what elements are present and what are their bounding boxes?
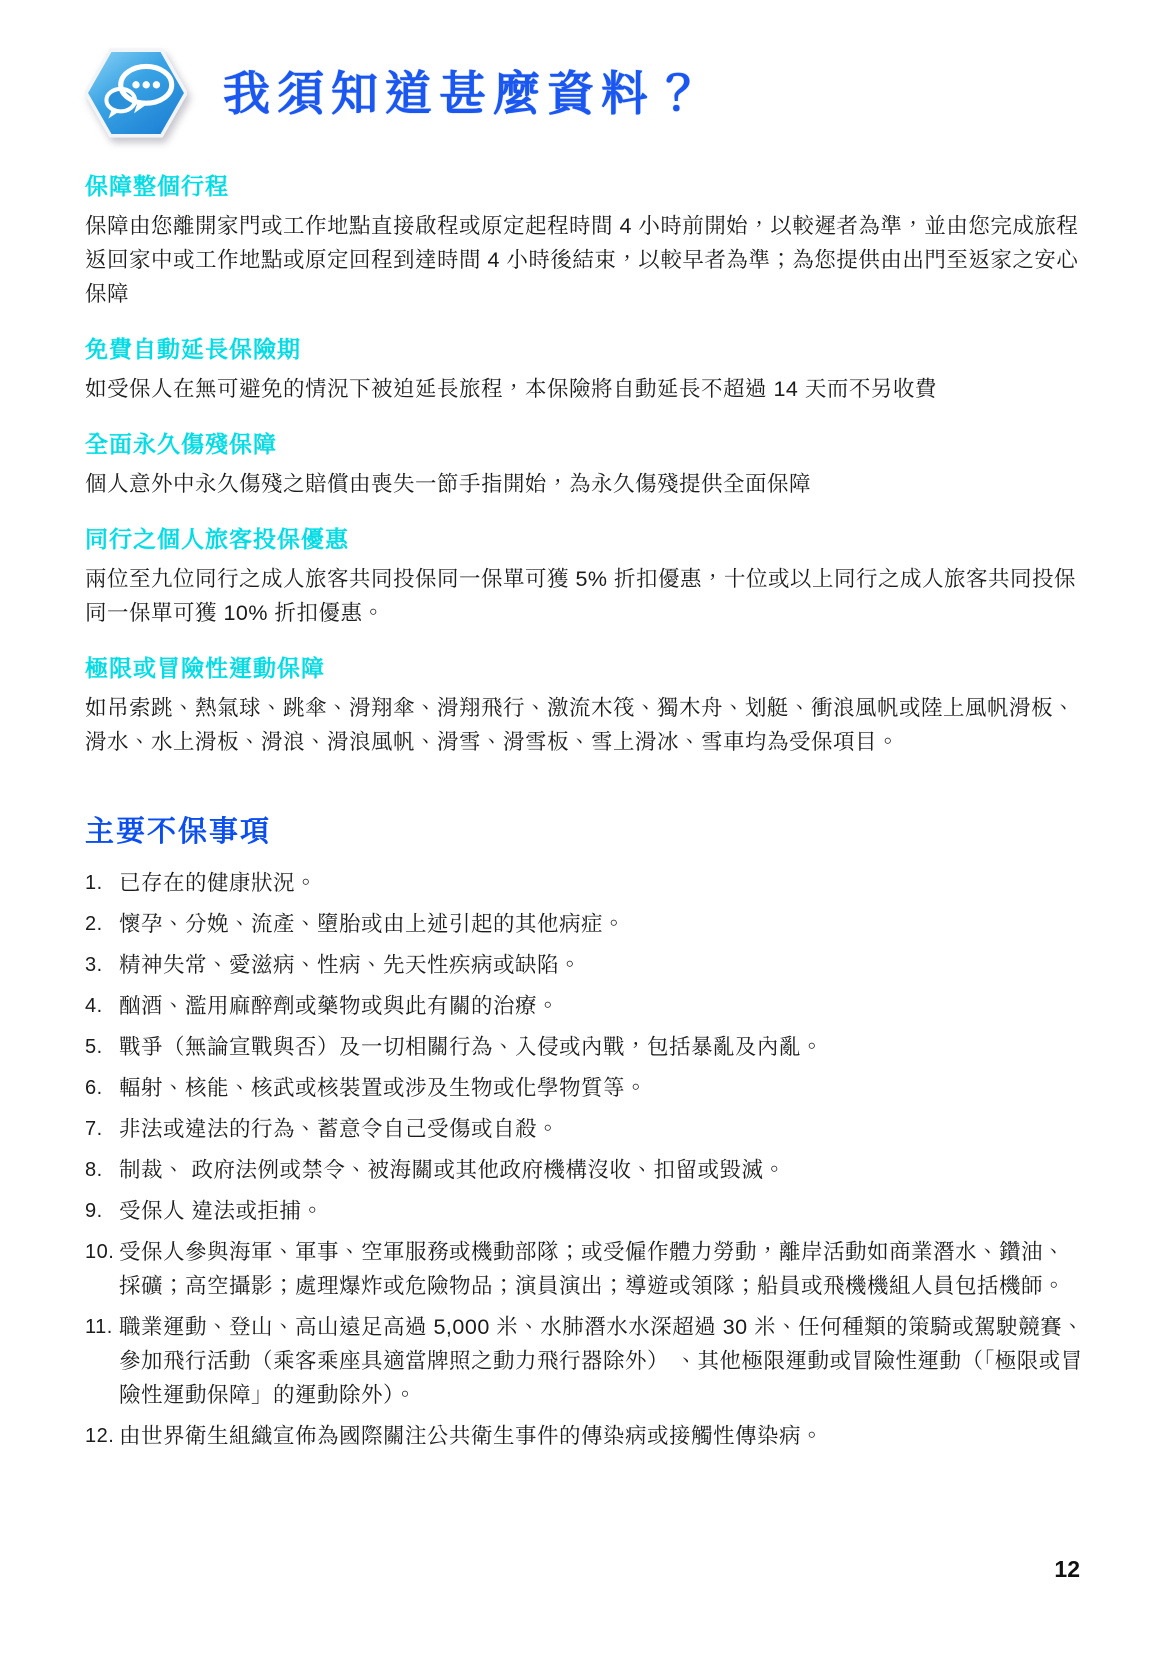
- benefit-section: [85, 650, 1085, 759]
- exclusion-item: 由世界衛生組織宣佈為國際關注公共衛生事件的傳染病或接觸性傳染病。: [119, 1424, 824, 1448]
- exclusion-item: 戰爭（無論宣戰與否）及一切相關行為、入侵或內戰，包括暴亂及內亂。: [119, 1035, 824, 1059]
- chat-bubbles-icon: [85, 41, 187, 145]
- exclusion-item: 職業運動、登山、高山遠足高過 5,000 米、水肺潛水水深超過 30 米、任何種類的策騎或駕駛競賽、參加飛行活動（乘客乘座具適當牌照之動力飛行器除外） 、其他極限運動或冒險性運動（「極限或冒險性運動保障」的運動除外）。: [119, 1315, 1085, 1407]
- exclusion-item: 制裁、 政府法例或禁令、被海關或其他政府機構沒收、扣留或毀滅。: [119, 1158, 786, 1182]
- benefit-heading: 保障整個行程: [85, 173, 229, 199]
- benefit-section: [85, 426, 1085, 501]
- benefit-heading: 極限或冒險性運動保障: [85, 655, 325, 681]
- exclusions-list: [85, 866, 1085, 1453]
- benefit-heading: 全面永久傷殘保障: [85, 431, 277, 457]
- benefit-heading: 免費自動延長保險期: [85, 336, 301, 362]
- page-header: [85, 38, 1085, 148]
- exclusion-item: 輻射、核能、核武或核裝置或涉及生物或化學物質等。: [119, 1076, 648, 1100]
- exclusion-item: 非法或違法的行為、蓄意令自己受傷或自殺。: [119, 1117, 560, 1141]
- benefit-body: 個人意外中永久傷殘之賠償由喪失一節手指開始，為永久傷殘提供全面保障: [85, 472, 812, 496]
- exclusion-item: 精神失常、愛滋病、性病、先天性疾病或缺陷。: [119, 953, 582, 977]
- exclusion-item: 受保人 違法或拒捕。: [119, 1199, 324, 1223]
- exclusion-item: 受保人參與海軍、軍事、空軍服務或機動部隊；或受僱作體力勞動，離岸活動如商業潛水、鑽油、採礦；高空攝影；處理爆炸或危險物品；演員演出；導遊或領隊；船員或飛機機組人員包括機師。: [119, 1240, 1066, 1298]
- exclusion-item: 懷孕、分娩、流產、墮胎或由上述引起的其他病症。: [119, 912, 626, 936]
- benefit-heading: 同行之個人旅客投保優惠: [85, 526, 349, 552]
- exclusion-item: 酗酒、濫用麻醉劑或藥物或與此有關的治療。: [119, 994, 560, 1018]
- page-number: 12: [1054, 1556, 1080, 1582]
- exclusions-heading: 主要不保事項: [85, 816, 272, 848]
- benefit-body: 如受保人在無可避免的情況下被迫延長旅程，本保險將自動延長不超過 14 天而不另收費: [85, 377, 937, 401]
- benefit-body: 兩位至九位同行之成人旅客共同投保同一保單可獲 5% 折扣優惠，十位或以上同行之成人旅客共同投保同一保單可獲 10% 折扣優惠。: [85, 567, 1077, 625]
- page-content: [85, 38, 1085, 1460]
- benefit-section: [85, 521, 1085, 630]
- page-title: 我須知道甚麼資料？: [223, 66, 709, 120]
- benefit-body: 如吊索跳、熱氣球、跳傘、滑翔傘、滑翔飛行、激流木筏、獨木舟、划艇、衝浪風帆或陸上風帆滑板、滑水、水上滑板、滑浪、滑浪風帆、滑雪、滑雪板、雪上滑冰、雪車均為受保項目。: [85, 696, 1076, 754]
- benefit-section: [85, 331, 1085, 406]
- benefit-body: 保障由您離開家門或工作地點直接啟程或原定起程時間 4 小時前開始，以較遲者為準，並由您完成旅程返回家中或工作地點或原定回程到達時間 4 小時後結束，以較早者為準；為您提供由出門至返家之安心保障: [85, 214, 1079, 306]
- benefit-section: [85, 168, 1085, 311]
- exclusion-item: 已存在的健康狀況。: [119, 871, 318, 895]
